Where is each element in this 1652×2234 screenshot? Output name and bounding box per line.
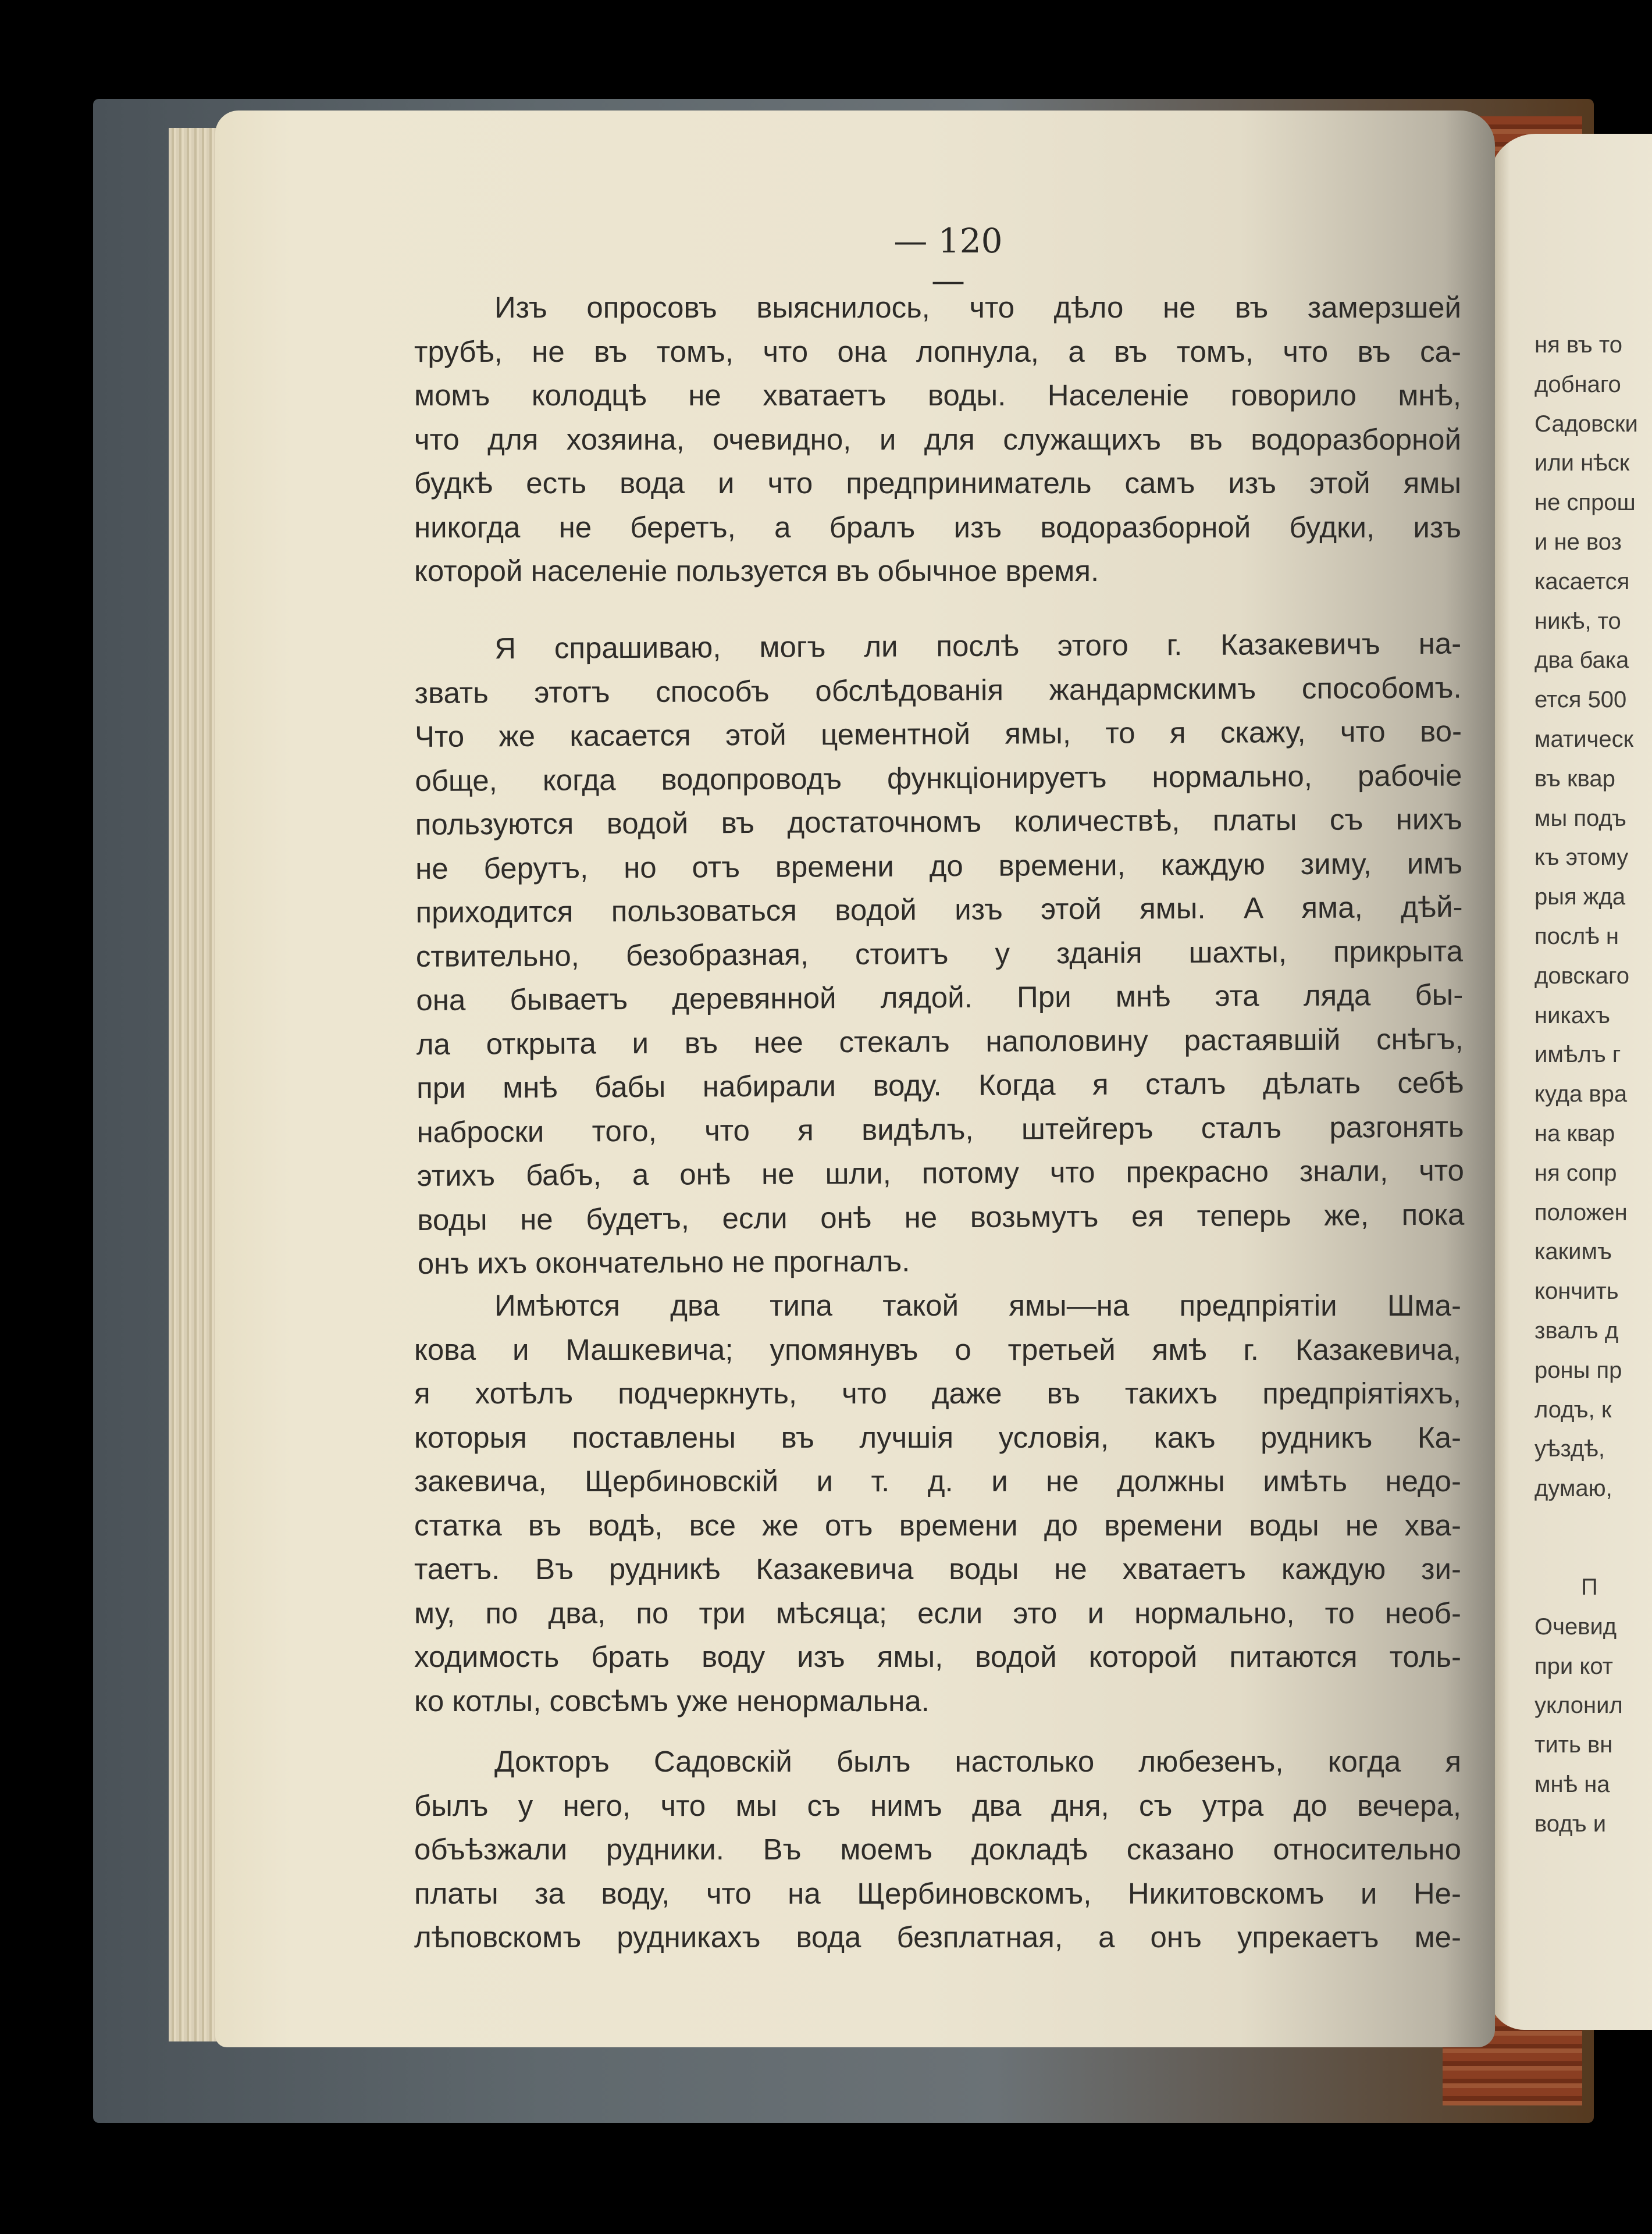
text-line: этихъ бабъ, а онѣ не шли, потому что прекрасно знали, что xyxy=(416,1153,1465,1192)
facing-text-line: на квар xyxy=(1534,1120,1615,1146)
facing-text-line: и не воз xyxy=(1534,529,1622,555)
paragraph-3 xyxy=(414,1284,1461,1723)
text-line: былъ у него, что мы съ нимъ два дня, съ утра до вечера, xyxy=(414,1788,1461,1822)
text-line: Изъ опросовъ выяснилось, что дѣло не въ замерзшей xyxy=(494,291,1461,324)
text-line: платы за воду, что на Щербиновскомъ, Никитовскомъ и Не- xyxy=(414,1876,1461,1910)
paragraph-4 xyxy=(414,1740,1461,1959)
facing-text-line: роны пр xyxy=(1534,1357,1622,1383)
text-line: при мнѣ бабы набирали воду. Когда я сталъ дѣлать себѣ xyxy=(416,1066,1464,1104)
facing-text-line: Садовски xyxy=(1534,411,1638,437)
paragraph-2 xyxy=(414,622,1465,1286)
text-line: звать этотъ способъ обслѣдованія жандармскимъ способомъ. xyxy=(414,671,1462,710)
text-line: никогда не беретъ, а бралъ изъ водоразборной будки, изъ xyxy=(414,510,1461,544)
facing-text-line: уклонил xyxy=(1534,1693,1623,1719)
facing-text-line: водъ и xyxy=(1534,1811,1607,1837)
facing-text-line: не спрош xyxy=(1534,490,1636,516)
text-line: приходится пользоваться водой изъ этой ямы. А яма, дѣй- xyxy=(415,890,1463,929)
text-line: му, по два, по три мѣсяца; если это и нормально, то необ- xyxy=(414,1596,1461,1630)
facing-text-line: П xyxy=(1581,1574,1598,1600)
facing-text-line: имѣлъ г xyxy=(1534,1042,1621,1068)
text-line: Докторъ Садовскій былъ настолько любезенъ, когда я xyxy=(494,1745,1461,1778)
facing-text-line: ня въ то xyxy=(1534,332,1623,358)
facing-text-line: Очевид xyxy=(1534,1613,1617,1640)
facing-text-line: мы подъ xyxy=(1534,805,1626,831)
text-line: которой населеніе пользуется въ обычное время. xyxy=(414,554,1099,587)
facing-text-line: куда вра xyxy=(1534,1081,1628,1107)
facing-text-line: касается xyxy=(1534,568,1630,594)
text-line: таетъ. Въ рудникѣ Казакевича воды не хватаетъ каждую зи- xyxy=(414,1552,1461,1585)
facing-text-line: звалъ д xyxy=(1534,1317,1619,1344)
text-line: онъ ихъ окончательно не прогналъ. xyxy=(417,1244,910,1280)
facing-text-line: въ квар xyxy=(1534,765,1615,792)
text-line: закевича, Щербиновскій и т. д. и не должны имѣть недо- xyxy=(414,1465,1461,1498)
text-line: кова и Машкевича; упомянувъ о третьей ямѣ г. Казакевича, xyxy=(414,1332,1461,1366)
facing-page xyxy=(1489,134,1652,2030)
text-line: трубѣ, не въ томъ, что она лопнула, а въ томъ, что въ са- xyxy=(414,334,1461,368)
facing-text-line: никахъ xyxy=(1534,1002,1611,1028)
text-line: воды не будетъ, если онѣ не возьмутъ ея теперь же, пока xyxy=(417,1198,1465,1237)
text-line: Я спрашиваю, могъ ли послѣ этого г. Казакевичъ на- xyxy=(494,626,1462,665)
text-line: статка въ водѣ, все же отъ времени до времени воды не хва- xyxy=(414,1508,1461,1542)
text-line: ко котлы, совсѣмъ уже ненормальна. xyxy=(414,1684,930,1718)
facing-text-line: мнѣ на xyxy=(1534,1771,1610,1797)
text-line: которыя поставлены въ лучшія условія, какъ рудникъ Ка- xyxy=(414,1420,1461,1454)
facing-page-text xyxy=(1534,326,1652,1844)
text-line: она бываетъ деревянной лядой. При мнѣ эта ляда бы- xyxy=(416,978,1464,1017)
facing-text-line: послѣ н xyxy=(1534,923,1619,949)
facing-text-line: ется 500 xyxy=(1534,687,1627,713)
paragraph-1 xyxy=(414,286,1461,593)
facing-text-line: при кот xyxy=(1534,1653,1613,1679)
text-line: лѣповскомъ рудникахъ вода безплатная, а онъ упрекаетъ ме- xyxy=(414,1921,1461,1954)
facing-text-line: положен xyxy=(1534,1199,1628,1225)
facing-text-line: два бака xyxy=(1534,647,1629,674)
facing-text-line: никѣ, то xyxy=(1534,608,1621,634)
facing-text-line: тить вн xyxy=(1534,1732,1613,1758)
text-line: наброски того, что я видѣлъ, штейгеръ сталъ разгонять xyxy=(416,1110,1464,1149)
text-line: ствительно, безобразная, стоитъ у зданія шахты, прикрыта xyxy=(415,934,1464,973)
facing-text-line: добнаго xyxy=(1534,371,1621,397)
facing-text-line: ня сопр xyxy=(1534,1160,1617,1186)
text-line: будкѣ есть вода и что предприниматель самъ изъ этой ямы xyxy=(414,466,1461,500)
text-line: пользуются водой въ достаточномъ количествѣ, платы съ нихъ xyxy=(415,802,1462,841)
facing-text-line: лодъ, к xyxy=(1534,1396,1612,1423)
facing-text-line: думаю, xyxy=(1534,1476,1612,1502)
text-line: ходимость брать воду изъ ямы, водой которой питаются толь- xyxy=(414,1640,1461,1673)
facing-text-line: рыя жда xyxy=(1534,884,1626,910)
text-line: ла открыта и въ нее стекалъ наполовину растаявшій снѣгъ, xyxy=(416,1022,1464,1061)
text-line: Что же касается этой цементной ямы, то я скажу, что во- xyxy=(414,714,1462,753)
facing-text-line: кончить xyxy=(1534,1278,1619,1305)
page-number: — 120 — xyxy=(893,221,1003,300)
facing-text-line: довскаго xyxy=(1534,963,1629,989)
facing-text-line: какимъ xyxy=(1534,1239,1612,1265)
text-line: Имѣются два типа такой ямы—на предпріятіи Шма- xyxy=(494,1289,1461,1322)
text-line: что для хозяина, очевидно, и для служащихъ въ водоразборной xyxy=(414,422,1461,456)
facing-text-line: къ этому xyxy=(1534,845,1629,871)
facing-text-line: уѣздѣ, xyxy=(1534,1436,1605,1462)
facing-text-line: или нѣск xyxy=(1534,450,1630,476)
text-line: момъ колодцѣ не хватаетъ воды. Населеніе говорило мнѣ, xyxy=(414,379,1461,412)
text-line: обще, когда водопроводъ функціонируетъ нормально, рабочіе xyxy=(415,758,1462,797)
facing-text-line: матическ xyxy=(1534,726,1634,752)
text-line: объѣзжали рудники. Въ моемъ докладѣ сказано относительно xyxy=(414,1833,1461,1866)
text-line: не берутъ, но отъ времени до времени, каждую зиму, имъ xyxy=(415,846,1463,885)
text-line: я хотѣлъ подчеркнуть, что даже въ такихъ предпріятіяхъ, xyxy=(414,1377,1461,1410)
